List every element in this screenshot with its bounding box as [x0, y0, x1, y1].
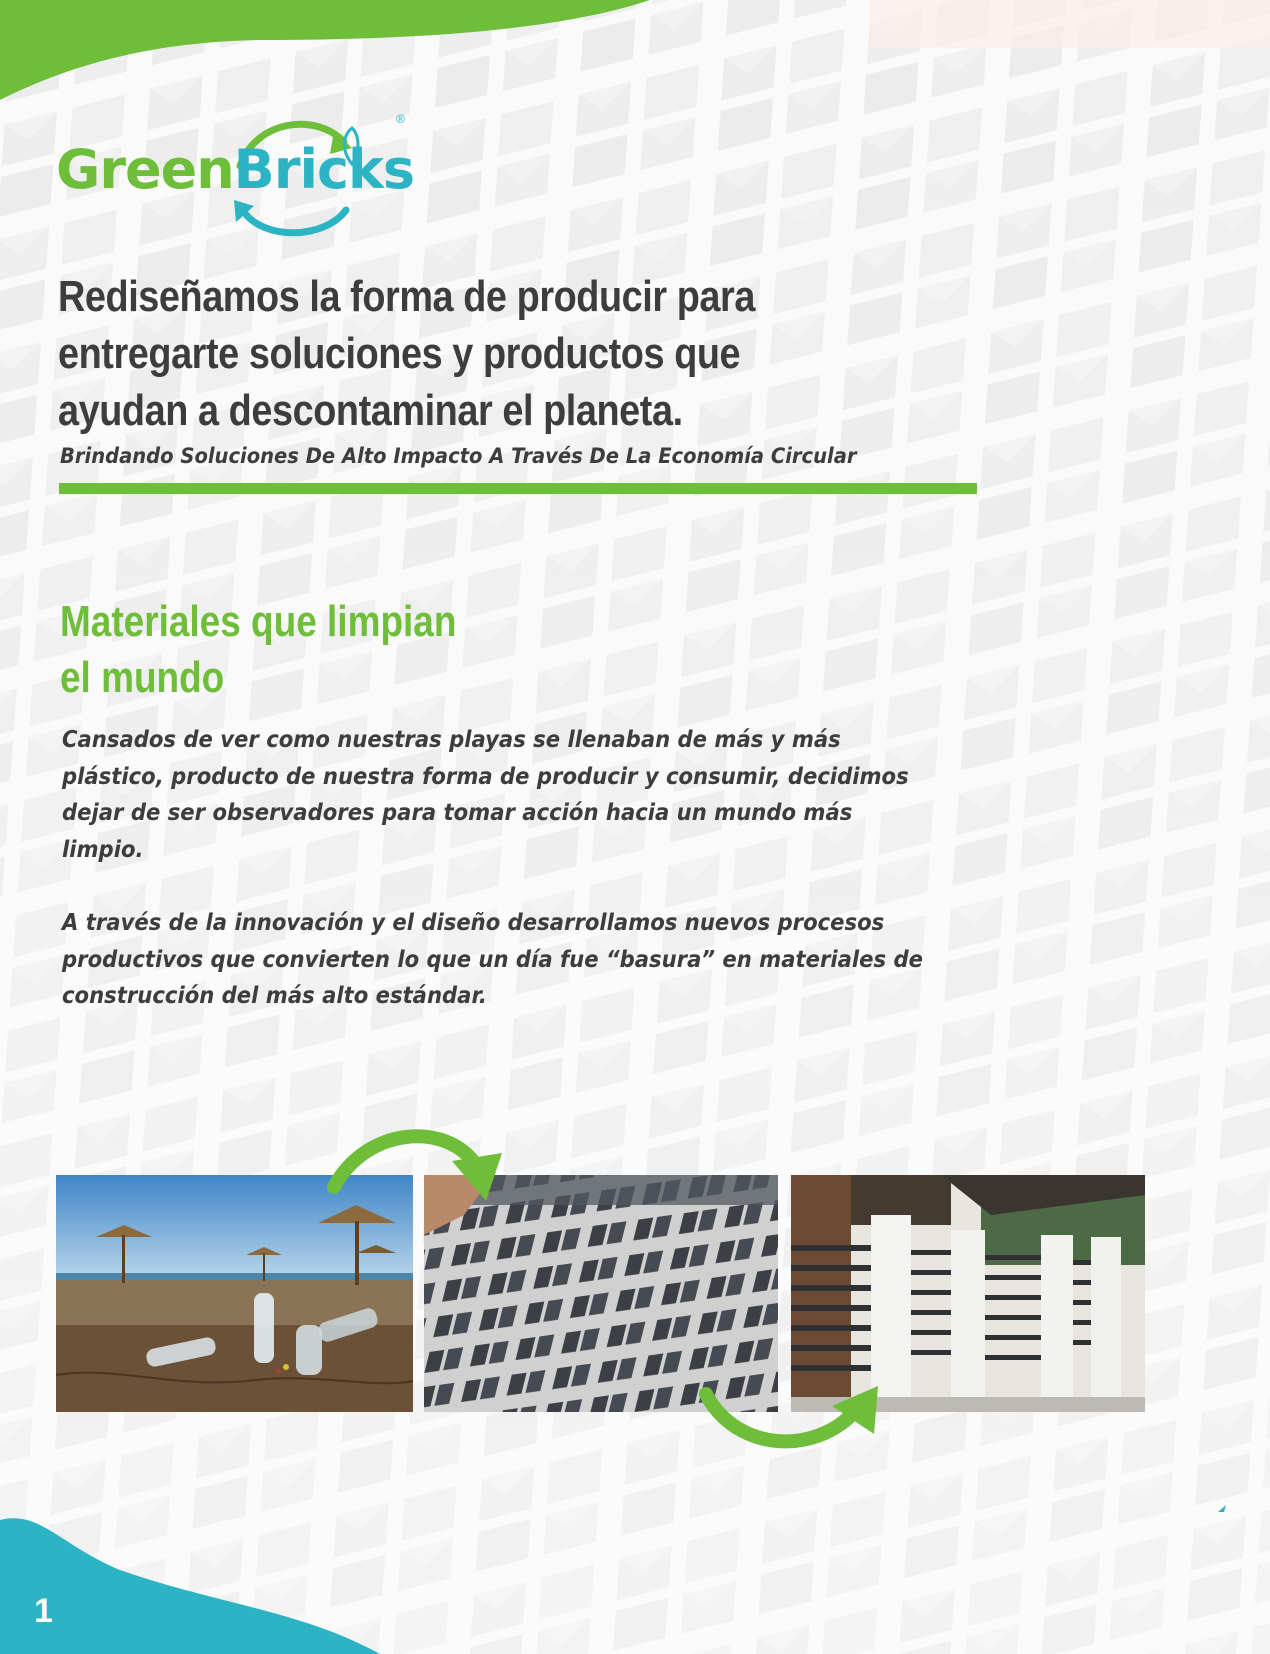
page-number: 1	[34, 1592, 53, 1630]
logo-word-blue: Bricks	[233, 138, 415, 201]
registered-mark: ®	[396, 112, 405, 126]
greenbricks-logo	[56, 112, 436, 242]
curved-arrow-icon	[326, 1125, 516, 1205]
curved-arrow-icon	[696, 1380, 886, 1460]
concrete-blocks-photo	[424, 1175, 778, 1412]
section-title: Materiales que limpian el mundo	[60, 597, 457, 702]
green-divider	[59, 483, 977, 494]
house-fence-photo	[791, 1175, 1145, 1412]
paragraph-1: Cansados de ver como nuestras playas se llenaban de más y más plástico, producto de nuestra forma de producir y consumir, decidimos dejar de ser observadores para tomar acción hacia un mundo más limpio.	[62, 727, 909, 863]
beach-plastic-photo	[56, 1175, 413, 1412]
page-subline: Brindando Soluciones De Alto Impacto A Través De La Economía Circular	[60, 444, 857, 468]
logo-wordmark	[56, 138, 414, 201]
logo-word-green: Green	[56, 138, 234, 201]
page-headline: Rediseñamos la forma de producir para entregarte soluciones y productos que ayudan a descontaminar el planeta.	[58, 272, 755, 435]
paragraph-2: A través de la innovación y el diseño desarrollamos nuevos procesos productivos que convierten lo que un día fue “basura” en materiales de construcción del más alto estándar.	[62, 910, 923, 1009]
